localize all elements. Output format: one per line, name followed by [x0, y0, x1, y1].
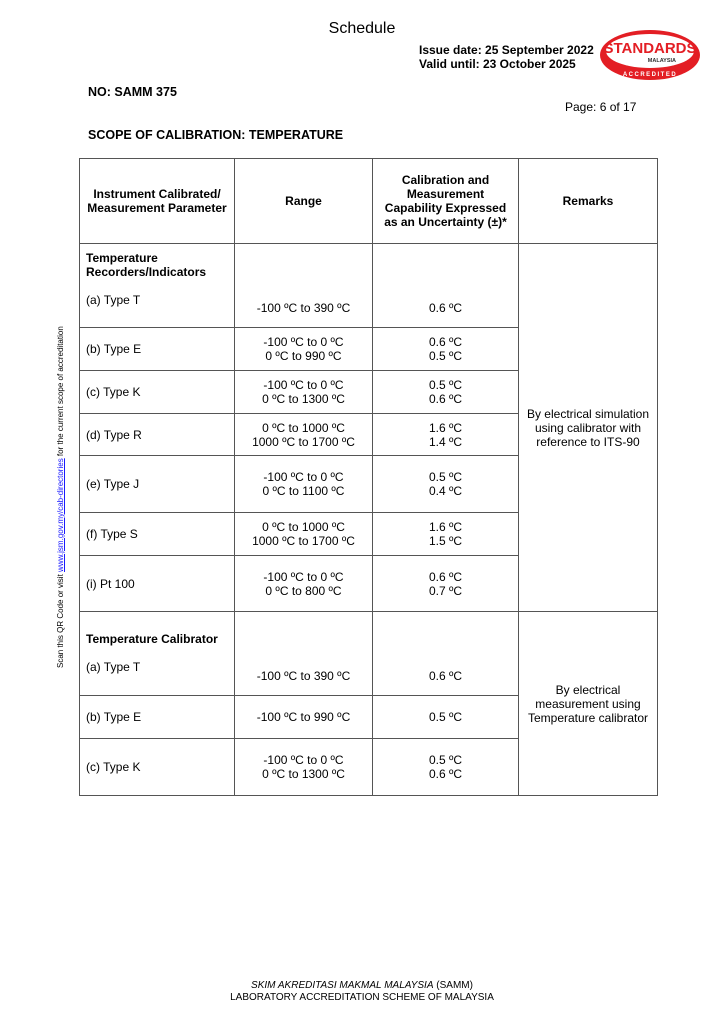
cmc-cell: 0.5 ºC	[373, 696, 519, 739]
instrument-cell	[80, 244, 235, 328]
instrument-cell	[80, 612, 235, 696]
standards-malaysia-accredited-logo	[598, 28, 702, 82]
svg-text:ACCREDITED: ACCREDITED	[622, 72, 678, 78]
footer-line-2: LABORATORY ACCREDITATION SCHEME OF MALAYSIA	[230, 992, 494, 1003]
cmc-cell: 1.6 ºC 1.5 ºC	[373, 513, 519, 556]
valid-until: Valid until: 23 October 2025	[419, 57, 576, 71]
range-cell: -100 ºC to 990 ºC	[235, 696, 373, 739]
issue-date: Issue date: 25 September 2022	[419, 43, 594, 57]
cmc-cell: 0.6 ºC 0.7 ºC	[373, 556, 519, 612]
instrument-cell: (c) Type K	[80, 371, 235, 414]
instrument-cell: (e) Type J	[80, 456, 235, 513]
range-cell: 0 ºC to 1000 ºC 1000 ºC to 1700 ºC	[235, 414, 373, 456]
side-note	[56, 326, 65, 668]
footer-line-1	[0, 980, 724, 992]
cmc-cell: 0.6 ºC 0.5 ºC	[373, 328, 519, 371]
group-title: Temperature Recorders/Indicators	[86, 251, 207, 279]
range-cell: -100 ºC to 390 ºC	[235, 244, 373, 328]
instrument-cell: (c) Type K	[80, 739, 235, 796]
remarks-cell: By electrical measurement using Temperature calibrator	[519, 612, 658, 796]
page-footer	[0, 980, 724, 1004]
range-cell: 0 ºC to 1000 ºC 1000 ºC to 1700 ºC	[235, 513, 373, 556]
col-header-remarks: Remarks	[519, 159, 658, 244]
group-title: Temperature Calibrator	[86, 632, 218, 646]
col-header-instrument: Instrument Calibrated/ Measurement Parameter	[80, 159, 235, 244]
footer-abbrev: (SAMM)	[433, 980, 473, 991]
col-header-cmc: Calibration and Measurement Capability Expressed as an Uncertainty (±)*	[373, 159, 519, 244]
issue-validity-block	[419, 43, 594, 71]
range-cell: -100 ºC to 0 ºC 0 ºC to 1100 ºC	[235, 456, 373, 513]
item-label: (a) Type T	[86, 660, 141, 674]
cmc-cell: 0.5 ºC 0.6 ºC	[373, 739, 519, 796]
range-cell: -100 ºC to 0 ºC 0 ºC to 1300 ºC	[235, 739, 373, 796]
table-row	[80, 244, 658, 328]
range-cell: -100 ºC to 0 ºC 0 ºC to 1300 ºC	[235, 371, 373, 414]
page-title: Schedule	[328, 20, 396, 37]
cab-directories-link[interactable]: www.jsm.gov.my/cab-directories	[56, 458, 65, 572]
table-header-row	[80, 159, 658, 244]
cmc-cell: 1.6 ºC 1.4 ºC	[373, 414, 519, 456]
cmc-cell: 0.5 ºC 0.6 ºC	[373, 371, 519, 414]
col-header-range: Range	[235, 159, 373, 244]
instrument-cell: (b) Type E	[80, 328, 235, 371]
instrument-cell: (i) Pt 100	[80, 556, 235, 612]
side-note-suffix: for the current scope of accreditation	[56, 326, 65, 459]
svg-text:MALAYSIA: MALAYSIA	[647, 58, 676, 64]
instrument-cell: (d) Type R	[80, 414, 235, 456]
instrument-cell: (b) Type E	[80, 696, 235, 739]
cmc-cell: 0.6 ºC	[373, 244, 519, 328]
cmc-cell: 0.6 ºC	[373, 612, 519, 696]
cmc-cell: 0.5 ºC 0.4 ºC	[373, 456, 519, 513]
range-cell: -100 ºC to 0 ºC 0 ºC to 800 ºC	[235, 556, 373, 612]
side-note-prefix: Scan this QR Code or visit	[56, 571, 65, 668]
footer-scheme-malay: SKIM AKREDITASI MAKMAL MALAYSIA	[251, 980, 434, 991]
instrument-cell: (f) Type S	[80, 513, 235, 556]
calibration-scope-table	[79, 158, 658, 796]
table-row	[80, 612, 658, 696]
item-label: (a) Type T	[86, 293, 141, 307]
page-number: Page: 6 of 17	[565, 100, 637, 114]
remarks-cell: By electrical simulation using calibrator with reference to ITS-90	[519, 244, 658, 612]
document-number: NO: SAMM 375	[88, 85, 177, 99]
range-cell: -100 ºC to 390 ºC	[235, 612, 373, 696]
range-cell: -100 ºC to 0 ºC 0 ºC to 990 ºC	[235, 328, 373, 371]
scope-heading: SCOPE OF CALIBRATION: TEMPERATURE	[88, 128, 344, 142]
svg-text:STANDARDS: STANDARDS	[603, 40, 697, 57]
